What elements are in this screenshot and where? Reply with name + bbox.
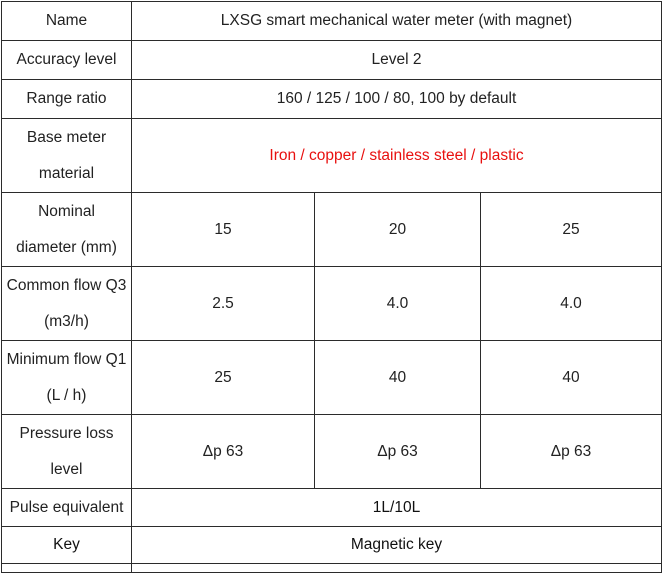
label-base-material-line1: Base meter	[26, 128, 107, 146]
cut-off-cell-2	[132, 564, 662, 573]
table-row-pulse	[2, 489, 662, 527]
label-key: Key	[2, 527, 132, 564]
label-nominal-diameter	[2, 193, 132, 267]
table-row-common-flow	[2, 267, 662, 341]
value-name: LXSG smart mechanical water meter (with magnet)	[132, 2, 662, 41]
value-common-flow-1: 2.5	[132, 267, 315, 341]
value-key: Magnetic key	[132, 527, 662, 564]
value-minimum-flow-1: 25	[132, 341, 315, 415]
table-row-accuracy	[2, 41, 662, 80]
value-pressure-loss-1: Δp 63	[132, 415, 315, 489]
label-pressure-loss-line2: level	[50, 460, 83, 478]
table-row-pressure-loss	[2, 415, 662, 489]
label-name: Name	[2, 2, 132, 41]
label-accuracy: Accuracy level	[2, 41, 132, 80]
value-pulse: 1L/10L	[132, 489, 662, 527]
table-row-base-material	[2, 119, 662, 193]
value-pressure-loss-3: Δp 63	[481, 415, 662, 489]
label-common-flow-line1: Common flow Q3	[6, 276, 127, 294]
cut-off-cell-1	[2, 564, 132, 573]
label-common-flow-line2: (m3/h)	[44, 312, 89, 330]
label-base-material	[2, 119, 132, 193]
label-pressure-loss	[2, 415, 132, 489]
value-minimum-flow-3: 40	[481, 341, 662, 415]
label-nominal-diameter-line1: Nominal	[38, 202, 95, 220]
value-minimum-flow-2: 40	[315, 341, 481, 415]
spec-table	[1, 1, 662, 573]
value-pressure-loss-2: Δp 63	[315, 415, 481, 489]
label-minimum-flow-line1: Minimum flow Q1	[6, 350, 127, 368]
value-nominal-diameter-1: 15	[132, 193, 315, 267]
value-nominal-diameter-2: 20	[315, 193, 481, 267]
table-row-cut-off	[2, 564, 662, 573]
label-minimum-flow-line2: (L / h)	[46, 386, 87, 404]
label-range-ratio: Range ratio	[2, 80, 132, 119]
value-range-ratio: 160 / 125 / 100 / 80, 100 by default	[132, 80, 662, 119]
label-nominal-diameter-line2: diameter (mm)	[16, 238, 117, 256]
label-common-flow	[2, 267, 132, 341]
label-base-material-line2: material	[38, 164, 95, 182]
table-row-minimum-flow	[2, 341, 662, 415]
value-base-material: Iron / copper / stainless steel / plastic	[132, 119, 662, 193]
table-row-name	[2, 2, 662, 41]
table-row-key	[2, 527, 662, 564]
table-row-nominal-diameter	[2, 193, 662, 267]
value-nominal-diameter-3: 25	[481, 193, 662, 267]
table-row-range-ratio	[2, 80, 662, 119]
value-common-flow-2: 4.0	[315, 267, 481, 341]
label-minimum-flow	[2, 341, 132, 415]
label-pressure-loss-line1: Pressure loss	[19, 424, 114, 442]
value-accuracy: Level 2	[132, 41, 662, 80]
value-common-flow-3: 4.0	[481, 267, 662, 341]
label-pulse: Pulse equivalent	[2, 489, 132, 527]
